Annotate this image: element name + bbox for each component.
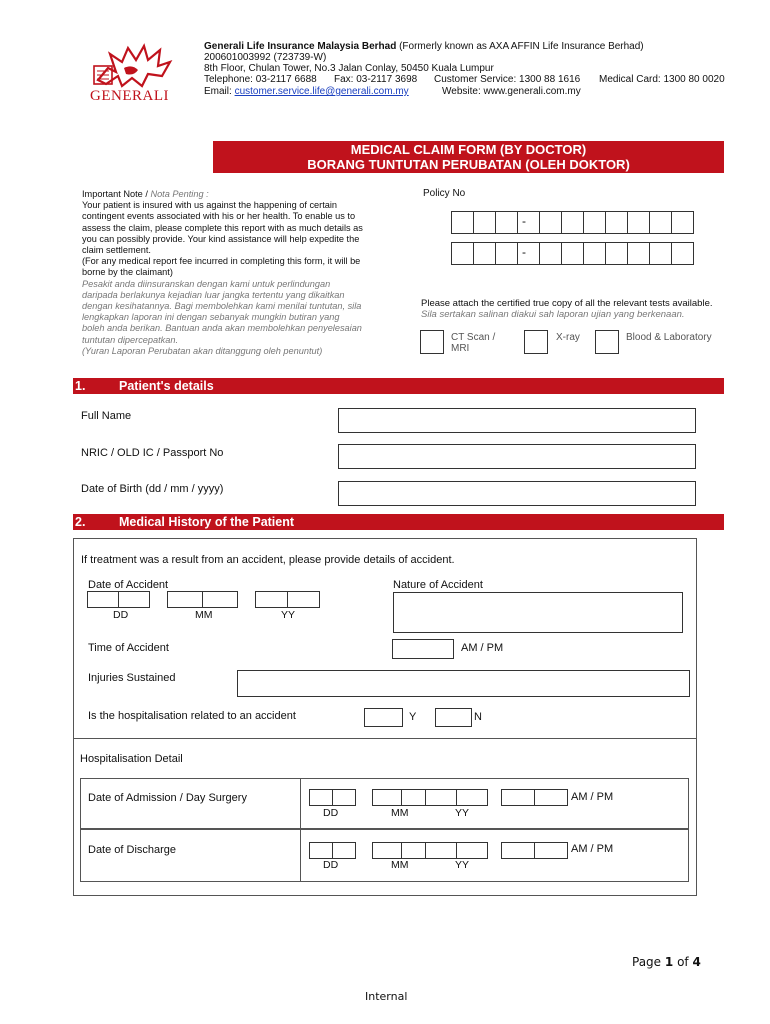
input-cell[interactable] [605,211,628,234]
input-cell[interactable] [451,242,474,265]
admission-am-pm-label: AM / PM [571,791,614,803]
note-ms-line: (Yuran Laporan Perubatan akan ditanggung oleh penuntut) [82,345,323,356]
section-2-number: 2. [75,515,86,529]
input-cell[interactable] [287,591,320,608]
note-en-line: contingent events associated with his or her health. To enable us to [82,211,356,222]
note-heading: Important Note / [82,189,148,199]
email-link[interactable]: customer.service.life@generali.com.my [234,86,409,97]
form-title-ms: BORANG TUNTUTAN PERUBATAN (OLEH DOKTOR) [307,157,630,172]
nric-input[interactable] [338,444,696,469]
input-cell[interactable] [517,242,540,265]
time-of-accident-input[interactable] [392,639,454,659]
email-label: Email: [204,86,232,97]
hosp-related-yes-label: Y [409,711,417,723]
input-cell[interactable] [649,211,672,234]
input-cell[interactable] [425,842,457,859]
accident-am-pm-label: AM / PM [461,642,504,654]
blood-lab-label: Blood & Laboratory [626,332,712,343]
input-cell[interactable] [118,591,150,608]
hosp-related-label: Is the hospitalisation related to an accident [88,710,296,722]
input-cell[interactable] [425,789,457,806]
time-of-accident-label: Time of Accident [88,642,169,654]
input-cell[interactable] [605,242,628,265]
note-ms-line: lengkapkan laporan ini dengan sebanyak mungkin butiran yang [82,312,340,323]
input-cell[interactable] [332,789,356,806]
ct-scan-checkbox[interactable] [420,330,444,354]
hosp-divider [73,738,697,739]
accident-dd-label: DD [113,609,129,621]
input-cell[interactable] [456,842,488,859]
form-title-en: MEDICAL CLAIM FORM (BY DOCTOR) [350,142,587,157]
input-cell[interactable] [495,211,518,234]
input-cell[interactable] [202,591,238,608]
dob-label: Date of Birth (dd / mm / yyyy) [81,483,224,495]
medical-card: Medical Card: 1300 80 0020 [599,74,725,85]
input-cell[interactable] [456,789,488,806]
nature-of-accident-label: Nature of Accident [393,579,483,591]
section-1-header [73,378,724,394]
input-cell[interactable] [255,591,288,608]
x-ray-checkbox[interactable] [524,330,548,354]
note-en-line: (For any medical report fee incurred in completing this form, it will be [82,256,361,267]
full-name-label: Full Name [81,410,132,422]
input-cell[interactable] [372,842,402,859]
injuries-label: Injuries Sustained [88,672,176,684]
accident-yy-label: YY [281,609,296,621]
company-line [204,41,644,52]
input-cell[interactable] [309,789,333,806]
company-former: (Formerly known as AXA AFFIN Life Insurance Berhad) [399,41,644,52]
contact-line [204,74,725,85]
attach-note-ms: Sila sertakan salinan diakui sah laporan ujian yang berkenaan. [421,309,685,320]
section-1-number: 1. [75,379,86,393]
note-ms-line: boleh anda berikan. Bantuan anda akan membolehkan penyelesaian [82,323,362,334]
hosp-related-no-label: N [474,711,482,723]
note-heading-ms: Nota Penting : [150,189,209,199]
company-reg-no: 200601003992 (723739-W) [204,52,327,63]
nric-label: NRIC / OLD IC / Passport No [81,447,224,459]
attach-note-en: Please attach the certified true copy of all the relevant tests available. [421,298,713,309]
accident-mm-label: MM [195,609,213,621]
note-en-line: assess the claim, please complete this report with as much details as [82,222,363,233]
input-cell[interactable] [495,242,518,265]
policy-dash: - [522,245,526,259]
company-name: Generali Life Insurance Malaysia Berhad [204,41,397,52]
lion-icon [88,40,174,90]
input-cell[interactable] [332,842,356,859]
hosp-related-yes-box[interactable] [364,708,403,727]
input-cell[interactable] [671,211,694,234]
note-ms-line: dengan kesihatannya. Bagi membolehkan kami menilai tuntutan, sila [82,301,362,312]
classification-label: Internal [365,990,408,1003]
injuries-input[interactable] [237,670,690,697]
input-cell[interactable] [583,211,606,234]
ct-scan-label: CT Scan / [451,332,496,343]
generali-logo [88,40,174,104]
date-of-accident-label: Date of Accident [88,579,169,591]
nature-of-accident-input[interactable] [393,592,683,633]
page-of: of [677,955,689,969]
hosp-related-no-box[interactable] [435,708,472,727]
email-line [204,86,581,97]
input-cell[interactable] [501,789,535,806]
input-cell[interactable] [627,211,650,234]
accident-intro: If treatment was a result from an accident, please provide details of accident. [81,554,455,566]
page-prefix: Page [632,955,662,969]
input-cell[interactable] [539,211,562,234]
fax: Fax: 03-2117 3698 [334,74,418,85]
input-cell[interactable] [167,591,203,608]
important-note [82,189,395,357]
note-ms-line: tuntutan dipercepatkan. [82,334,179,345]
input-cell[interactable] [539,242,562,265]
telephone: Telephone: 03-2117 6688 [204,74,317,85]
input-cell[interactable] [372,789,402,806]
page-total: 4 [692,955,701,969]
policy-dash: - [522,214,526,228]
website: Website: www.generali.com.my [442,86,581,97]
discharge-label: Date of Discharge [88,844,177,856]
section-2-title: Medical History of the Patient [119,515,295,529]
page-current: 1 [664,955,674,969]
discharge-dd-label: DD [323,859,339,871]
logo-wordmark: GENERALI [90,88,169,104]
input-cell[interactable] [517,211,540,234]
input-cell[interactable] [627,242,650,265]
input-cell[interactable] [501,842,535,859]
input-cell[interactable] [451,211,474,234]
note-ms-line: Pesakit anda diinsuranskan dengan kami untuk perlindungan [82,278,331,289]
input-cell[interactable] [649,242,672,265]
input-cell[interactable] [561,211,584,234]
input-cell[interactable] [561,242,584,265]
mri-label: MRI [451,343,470,354]
discharge-mm-label: MM [391,859,409,871]
input-cell[interactable] [473,211,496,234]
discharge-am-pm-label: AM / PM [571,843,614,855]
discharge-yy-label: YY [455,859,470,871]
note-en-line: claim settlement. [82,245,151,256]
admission-yy-label: YY [455,807,470,819]
admission-label: Date of Admission / Day Surgery [88,792,247,804]
blood-lab-checkbox[interactable] [595,330,619,354]
note-ms-line: daripada berlakunya kejadian luar jangka tertentu yang dikaitkan [82,289,345,300]
section-1-title: Patient's details [119,379,214,393]
hosp-detail-label: Hospitalisation Detail [80,753,183,765]
input-cell[interactable] [534,789,568,806]
input-cell[interactable] [534,842,568,859]
note-en-line: Your patient is insured with us against the happening of certain [82,200,338,211]
form-title-bar [213,141,724,173]
input-cell[interactable] [671,242,694,265]
x-ray-label: X-ray [556,332,580,343]
note-en-line: you can possibly provide. Your kind assistance will help expedite the [82,233,360,244]
customer-service: Customer Service: 1300 88 1616 [434,74,581,85]
policy-no-label: Policy No [423,188,466,199]
section-2-header [73,514,724,530]
full-name-input[interactable] [338,408,696,433]
admission-mm-label: MM [391,807,409,819]
input-cell[interactable] [473,242,496,265]
admission-dd-label: DD [323,807,339,819]
page-number [632,955,701,969]
company-address: 8th Floor, Chulan Tower, No.3 Jalan Conlay, 50450 Kuala Lumpur [204,63,494,74]
input-cell[interactable] [583,242,606,265]
dob-input[interactable] [338,481,696,506]
note-en-line: borne by the claimant) [82,267,173,278]
input-cell[interactable] [309,842,333,859]
input-cell[interactable] [87,591,119,608]
